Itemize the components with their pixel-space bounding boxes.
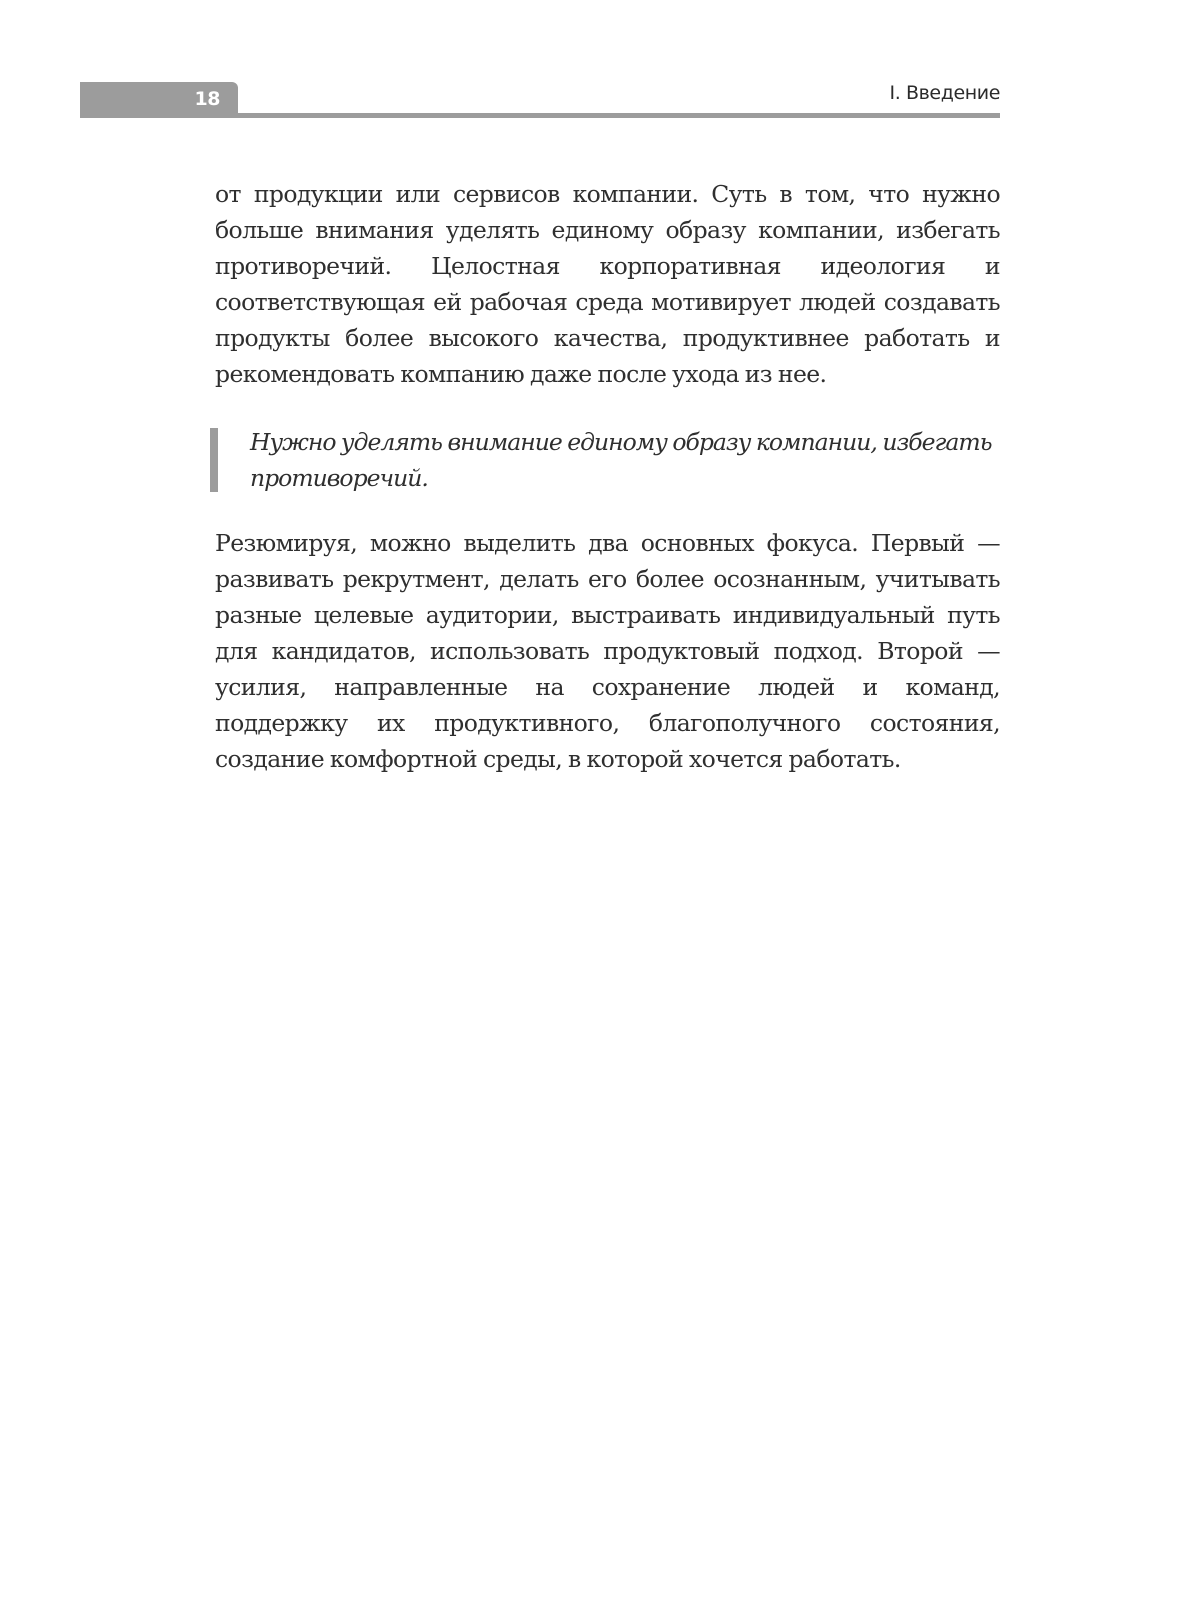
quote-bar [210,428,218,492]
running-header [80,82,1000,118]
page-number-tab [80,82,238,118]
chapter-title: I. Введение [889,82,1000,104]
body-paragraph-1: от продукции или сервисов компании. Суть в том, что нужно больше внимания уделять единому образу компании, избегать противоречий. Целостная корпоративная идеология и соответствующая ей рабочая среда мотивирует людей создавать продукты более высокого качества, продуктивнее работать и рекомендовать компанию даже после ухода из нее. [215,180,1000,388]
body-paragraph-2: Резюмируя, можно выделить два основных фокуса. Первый — развивать рекрутмент, делать его более осознанным, учитывать разные целевые аудитории, выстраивать индивидуальный путь для кандидатов, использовать продуктовый подход. Второй — усилия, направленные на сохранение людей и команд, поддержку их продуктивного, благополучного состояния, создание комфортной среды, в которой хочется работать. [215,529,1000,773]
page-number: 18 [194,88,220,110]
pull-quote [210,424,1000,496]
pull-quote-text: Нужно уделять внимание единому образу компании, избегать противоречий. [250,428,992,492]
header-rule [238,113,1000,118]
